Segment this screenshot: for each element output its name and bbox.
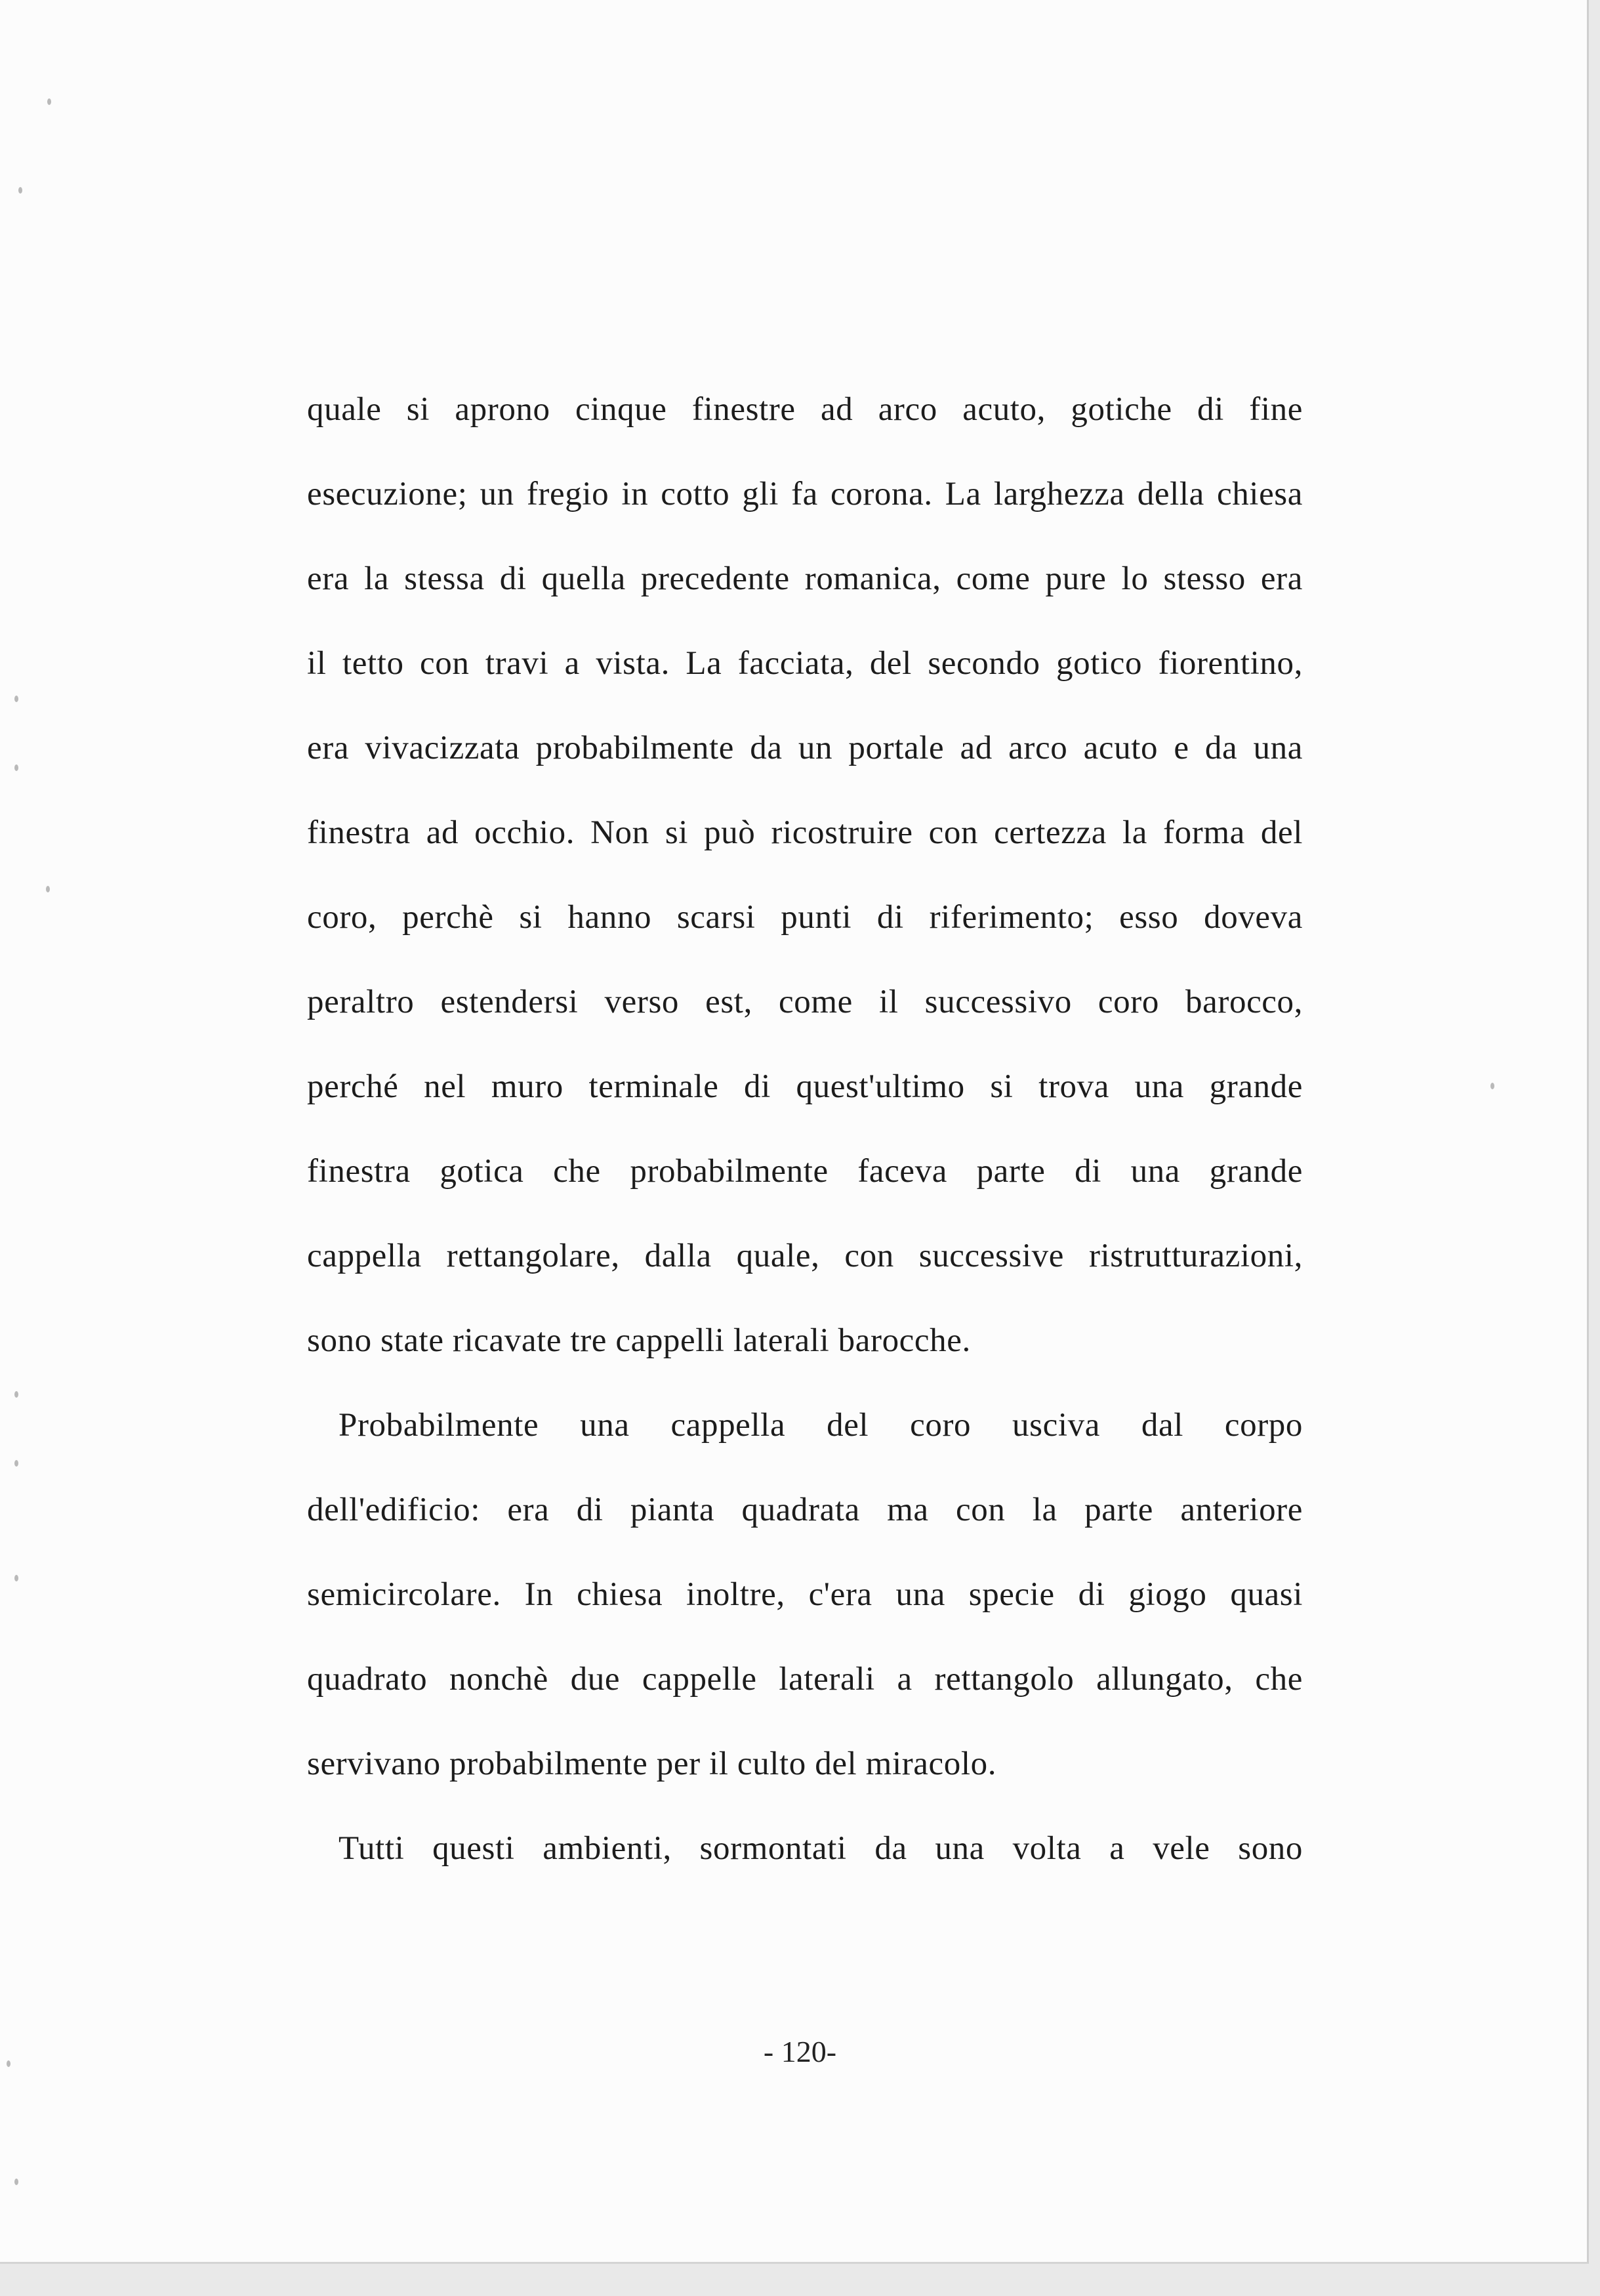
scan-speck (14, 2179, 18, 2185)
text-line: era vivacizzata probabilmente da un portale ad arco acuto e da una (307, 730, 1303, 766)
scan-speck (1490, 1083, 1494, 1089)
text-line: era la stessa di quella precedente romanica, come pure lo stesso era (307, 560, 1303, 597)
text-line: quale si aprono cinque finestre ad arco acuto, gotiche di fine (307, 391, 1303, 428)
text-line: servivano probabilmente per il culto del miracolo. (307, 1745, 997, 1782)
scan-speck (7, 2060, 10, 2067)
scan-speck (14, 1460, 18, 1467)
text-line: Probabilmente una cappella del coro usciva dal corpo (338, 1407, 1303, 1444)
body-text (307, 367, 1303, 1891)
text-line: esecuzione; un fregio in cotto gli fa corona. La larghezza della chiesa (307, 476, 1303, 512)
scan-speck (18, 187, 22, 194)
text-line: quadrato nonchè due cappelle laterali a rettangolo allungato, che (307, 1661, 1303, 1698)
scan-speck (46, 886, 50, 892)
scan-speck (14, 696, 18, 702)
text-line: coro, perchè si hanno scarsi punti di riferimento; esso doveva (307, 899, 1303, 936)
scan-speck (14, 1391, 18, 1398)
text-line: cappella rettangolare, dalla quale, con successive ristrutturazioni, (307, 1238, 1303, 1274)
text-line: dell'edificio: era di pianta quadrata ma con la parte anteriore (307, 1492, 1303, 1528)
text-line: finestra ad occhio. Non si può ricostruire con certezza la forma del (307, 814, 1303, 851)
text-line: perché nel muro terminale di quest'ultimo si trova una grande (307, 1068, 1303, 1105)
scan-speck (47, 98, 51, 105)
page-number: - 120- (763, 2035, 837, 2068)
text-line: finestra gotica che probabilmente faceva parte di una grande (307, 1153, 1303, 1190)
text-line: sono state ricavate tre cappelli laterali barocche. (307, 1322, 971, 1359)
scan-speck (14, 764, 18, 771)
scan-speck (14, 1575, 18, 1581)
text-line: peraltro estendersi verso est, come il successivo coro barocco, (307, 984, 1303, 1020)
text-line: il tetto con travi a vista. La facciata, del secondo gotico fiorentino, (307, 645, 1303, 682)
text-line: Tutti questi ambienti, sormontati da una volta a vele sono (338, 1830, 1303, 1867)
text-line: semicircolare. In chiesa inoltre, c'era una specie di giogo quasi (307, 1576, 1303, 1613)
